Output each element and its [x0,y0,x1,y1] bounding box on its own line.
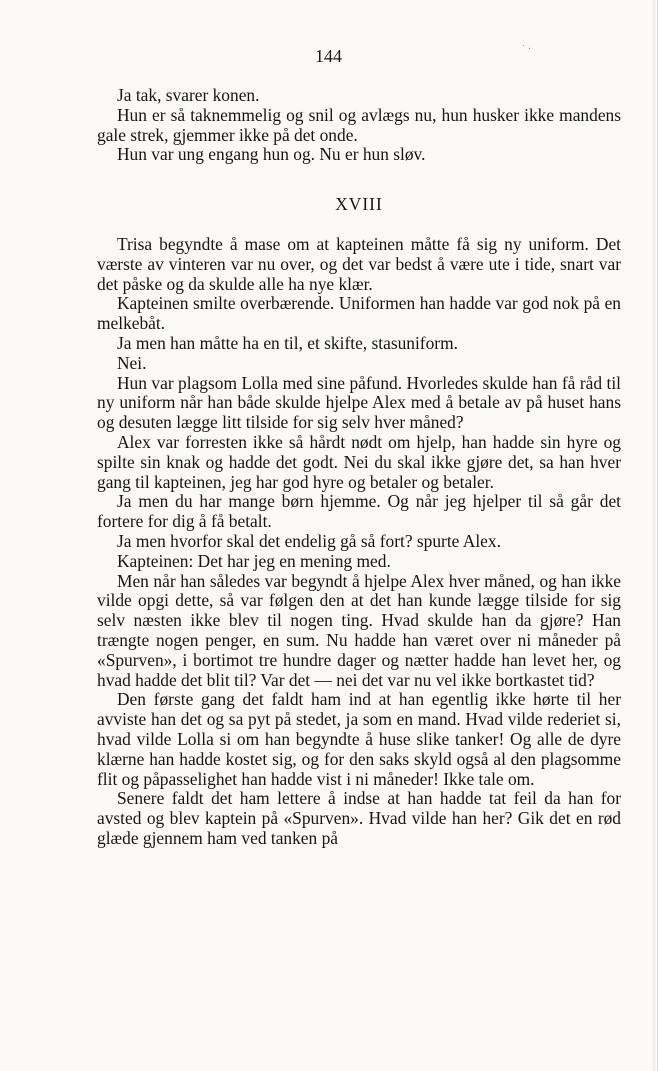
paragraph-1: Ja tak, svarer konen. [117,85,260,105]
paragraph-13: Men når han således var begyndt å hjelpe Alex hver måned, og han ikke vilde opgi dette, så var følgen den at det han kunde lægge tilside for sig selv næsten ikke blev til nogen ting. Hvad skulde han da gjøre? Han trængte nogen penger, en sum. Nu hadde han været over ni måneder på «Spurven», i bortimot tre hundre dager og nætter hadde han levet her, og hvad hadde det blit til? Var det — nei det var nu vel ikke bortkastet tid? [97,570,621,690]
body-text [97,86,621,849]
paragraph-12: Kapteinen: Det har jeg en mening med. [117,550,391,571]
paragraph-9: Alex var forresten ikke så hårdt nødt om hjelp, han hadde sin hyre og spilte sin knak og hadde det godt. Nei du skal ikke gjøre det, sa han hver gang til kapteinen, jeg har god hyre og betaler og betaler. [97,431,621,492]
paragraph-6: Ja men han måtte ha en til, et skifte, stasuniform. [117,332,458,353]
paragraph-8: Hun var plagsom Lolla med sine påfund. Hvorledes skulde han få råd til ny uniform når han både skulde hjelpe Alex med å betale av på huset hans og desuten lægge litt tilside for sig selv hver måned? [97,372,621,433]
paragraph-10: Ja men du har mange børn hjemme. Og når jeg hjelper til så går det fortere for dig å få betalt. [97,491,621,532]
scan-speck: ˙ · [522,44,532,55]
paragraph-3: Hun var ung engang hun og. Nu er hun sløv. [117,144,426,165]
paragraph-7: Nei. [117,352,147,373]
chapter-heading: XVIII [335,194,383,215]
paragraph-4: Trisa begyndte å mase om at kapteinen måtte få sig ny uniform. Det værste av vinteren var nu over, og det var bedst å være ute i tide, snart var det påske og da skulde alle ha nye klær. [97,233,621,294]
page-number: 144 [315,46,342,66]
paragraph-5: Kapteinen smilte overbærende. Uniformen han hadde var god nok på en melkebåt. [97,293,621,334]
paragraph-11: Ja men hvorfor skal det endelig gå så fort? spurte Alex. [117,530,501,551]
paragraph-15: Senere faldt det ham lettere å indse at han hadde tat feil da han for avsted og blev kaptein på «Spurven». Hvad vilde han her? Gik det en rød glæde gjennem ham ved tanken på [97,788,621,848]
page-edge [653,0,657,1071]
paragraph-2: Hun er så taknemmelig og snil og avlægs nu, hun husker ikke mandens gale strek, gjemmer ikke på det onde. [97,104,621,145]
paragraph-14: Den første gang det faldt ham ind at han egentlig ikke hørte til her avviste han det og sa pyt på stedet, ja som en mand. Hvad vilde rederiet si, hvad vilde Lolla si om han begyndte å huse slike tanker! Og alle de dyre klærne han hadde kostet sig, og for den saks skyld også al den plagsomme flit og påpasselighet han hadde vist i ni måneder! Ikke tale om. [97,689,621,789]
